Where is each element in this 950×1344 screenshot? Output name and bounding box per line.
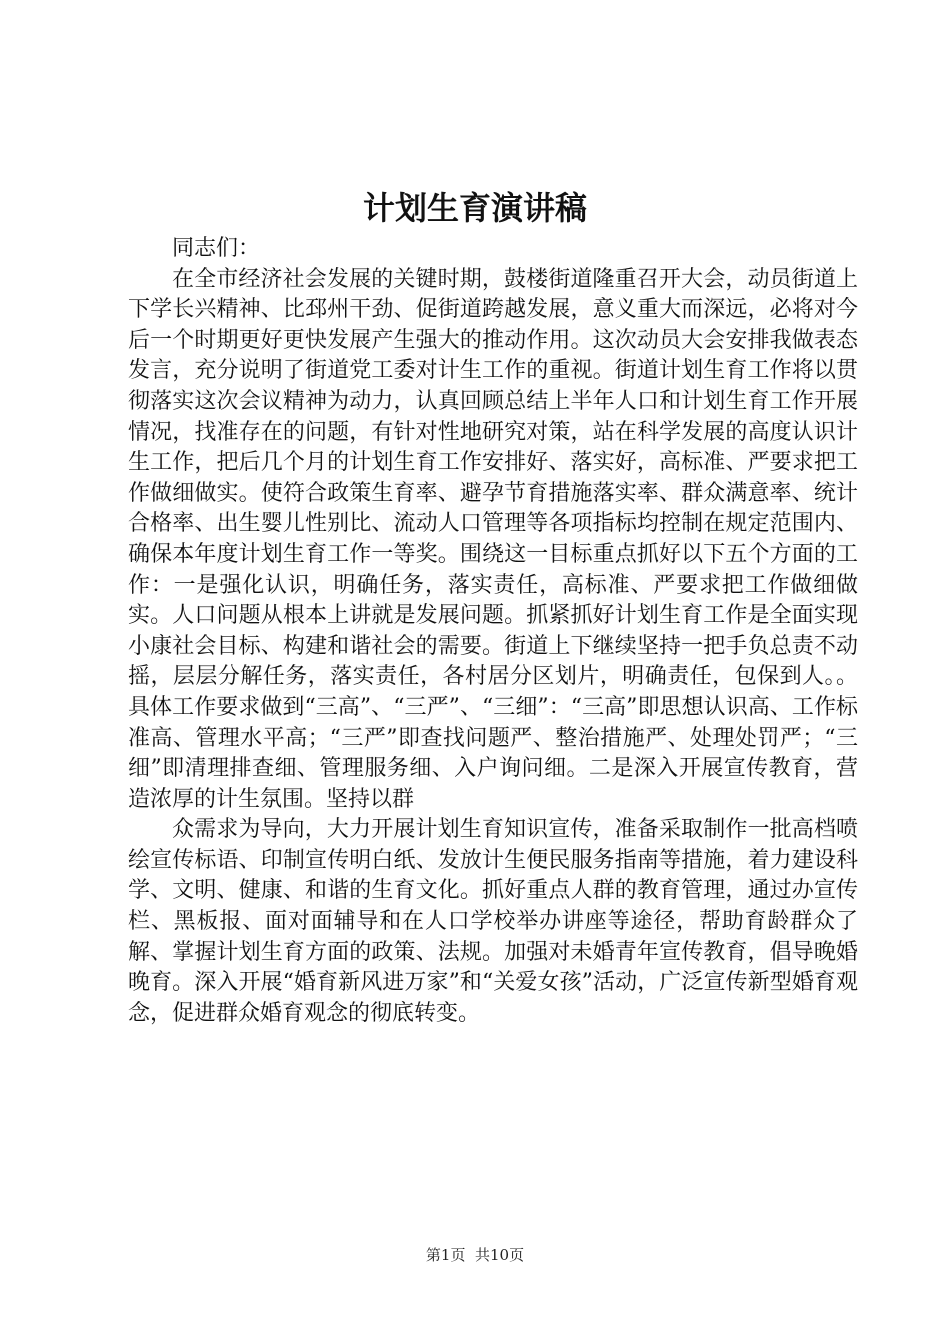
- body-paragraph-1: 在全市经济社会发展的关键时期，鼓楼街道隆重召开大会，动员街道上下学长兴精神、比邳州干劲、促街道跨越发展，意义重大而深远，必将对今后一个时期更好更快发展产生强大的推动作用。这次动员大会安排我做表态发言，充分说明了街道党工委对计生工作的重视。街道计划生育工作将以贯彻落实这次会议精神为动力，认真回顾总结上半年人口和计划生育工作开展情况，找准存在的问题，有针对性地研究对策，站在科学发展的高度认识计生工作，把后几个月的计划生育工作安排好、落实好，高标准、严要求把工作做细做实。使符合政策生育率、避孕节育措施落实率、群众满意率、统计合格率、出生婴儿性别比、流动人口管理等各项指标均控制在规定范围内、确保本年度计划生育工作一等奖。围绕这一目标重点抓好以下五个方面的工作：一是强化认识，明确任务，落实责任，高标准、严要求把工作做细做实。人口问题从根本上讲就是发展问题。抓紧抓好计划生育工作是全面实现小康社会目标、构建和谐社会的需要。街道上下继续坚持一把手负总责不动摇，层层分解任务，落实责任，各村居分区划片，明确责任，包保到人。。具体工作要求做到“三高”、“三严”、“三细”：“三高”即思想认识高、工作标准高、管理水平高；“三严”即查找问题严、整治措施严、处理处罚严；“三细”即清理排查细、管理服务细、入户询问细。二是深入开展宣传教育，营造浓厚的计生氛围。坚持以群: [128, 266, 858, 812]
- document-title: 计划生育演讲稿: [362, 189, 587, 227]
- page-number: 第1页 共10页: [425, 1246, 525, 1264]
- body-paragraph-2: 众需求为导向，大力开展计划生育知识宣传，准备采取制作一批高档喷绘宣传标语、印制宣传明白纸、发放计生便民服务指南等措施，着力建设科学、文明、健康、和谐的生育文化。抓好重点人群的教育管理，通过办宣传栏、黑板报、面对面辅导和在人口学校举办讲座等途径，帮助育龄群众了解、掌握计划生育方面的政策、法规。加强对未婚青年宣传教育，倡导晚婚晚育。深入开展“婚育新风进万家”和“关爱女孩”活动，广泛宣传新型婚育观念，促进群众婚育观念的彻底转变。: [128, 817, 858, 1026]
- document-body: [128, 234, 858, 1029]
- salutation: 同志们：: [172, 236, 261, 261]
- page-footer: [0, 1244, 950, 1265]
